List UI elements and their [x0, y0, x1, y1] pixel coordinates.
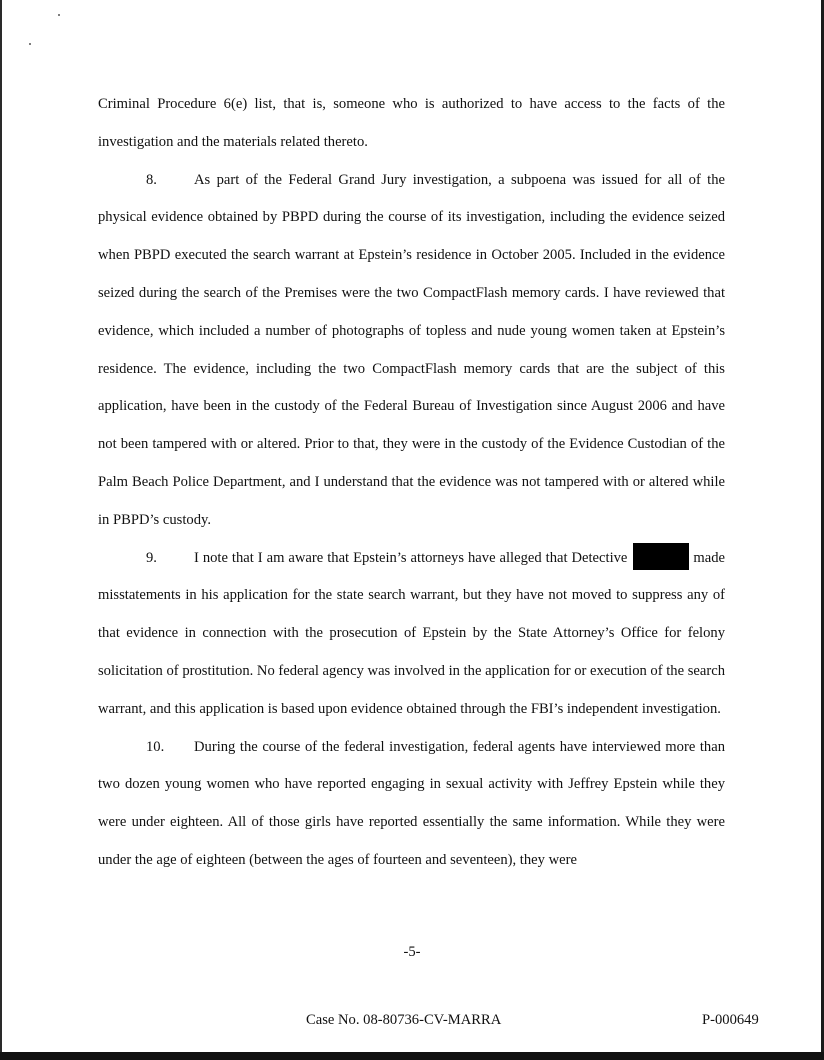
scan-edge-bottom	[0, 1052, 824, 1060]
paragraph-10	[98, 729, 725, 880]
scan-speck	[29, 43, 31, 45]
continued-paragraph: Criminal Procedure 6(e) list, that is, someone who is authorized to have access to the facts of the investigation and the materials related thereto.	[98, 96, 725, 150]
paragraph-8	[98, 162, 725, 540]
paragraph-number: 8.	[146, 171, 157, 188]
paragraph-text: As part of the Federal Grand Jury investigation, a subpoena was issued for all of the physical evidence obtained by PBPD during the course of its investigation, including the evidence seized when PBPD executed the search warrant at Epstein’s residence in October 2005. Included in the evidence seized during the search of the Premises were the two CompactFlash memory cards. I have reviewed that evidence, which included a number of photographs of topless and nude young women taken at Epstein’s residence. The evidence, including the two CompactFlash memory cards that are the subject of this application, have been in the custody of the Federal Bureau of Investigation since August 2006 and have not been tampered with or altered. Prior to that, they were in the custody of the Evidence Custodian of the Palm Beach Police Department, and I understand that the evidence was not tampered with or altered while in PBPD’s custody.	[98, 171, 725, 528]
paragraph-9	[98, 540, 725, 729]
paragraph-text-continued: made misstatements in his application for the state search warrant, but they have not moved to suppress any of that evidence in connection with the prosecution of Epstein by the State Attorney’s Office for felony solicitation of prostitution. No federal agency was involved in the application for or execution of the search warrant, and this application is based upon evidence obtained through the FBI’s independent investigation.	[98, 549, 725, 717]
scan-speck	[58, 14, 60, 16]
document-body	[98, 86, 725, 880]
paragraph-text: I note that I am aware that Epstein’s attorneys have alleged that Detective	[194, 549, 628, 566]
page-number: -5-	[403, 944, 421, 960]
paragraph-number: 10.	[146, 738, 165, 755]
paragraph-number: 9.	[146, 549, 157, 566]
scan-edge-left	[0, 0, 2, 1060]
redaction-box	[633, 543, 689, 570]
case-number: Case No. 08-80736-CV-MARRA	[306, 1012, 502, 1028]
paragraph-text: During the course of the federal investigation, federal agents have interviewed more than two dozen young women who have reported engaging in sexual activity with Jeffrey Epstein while they were under eighteen. All of those girls have reported essentially the same information. While they were under the age of eighteen (between the ages of fourteen and seventeen), they were	[98, 738, 725, 868]
bates-number: P-000649	[702, 1012, 759, 1028]
